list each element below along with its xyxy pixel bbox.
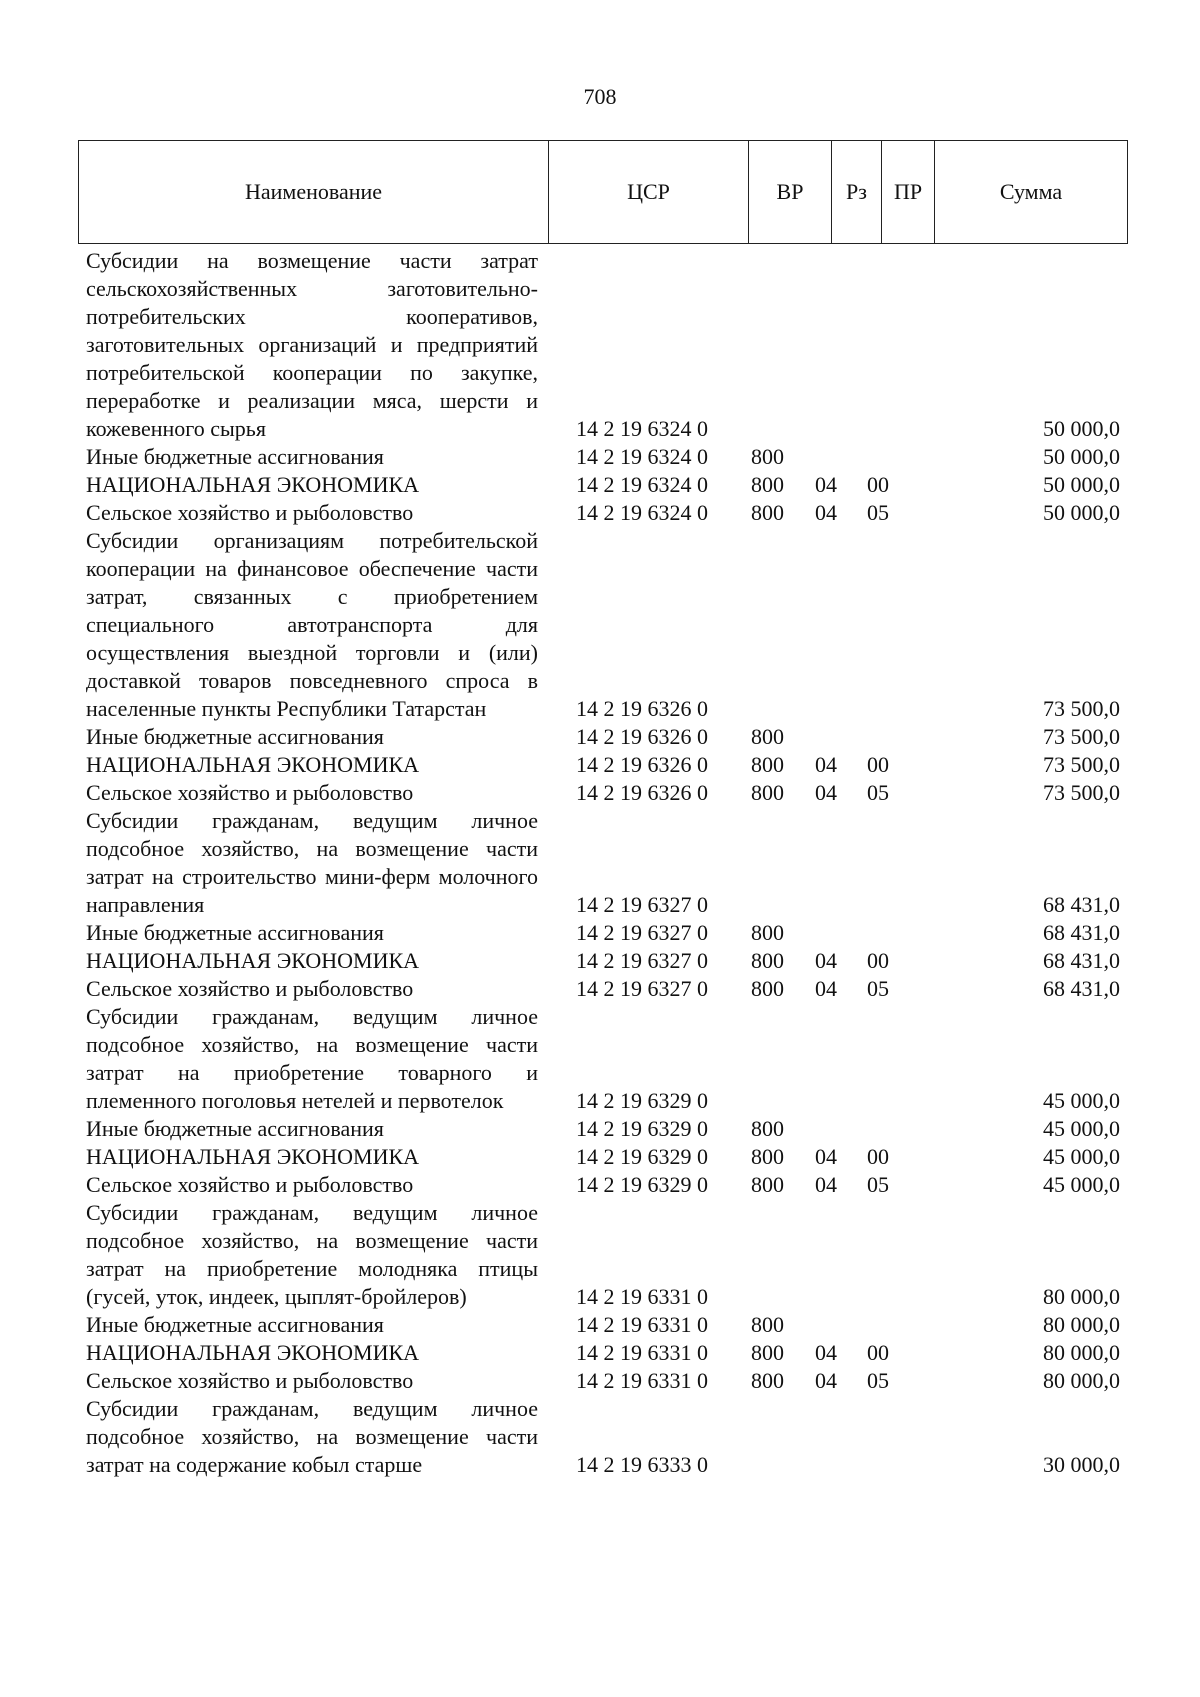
row-name: Субсидии гражданам, ведущим личное подсобное хозяйство, на возмещение части затрат на строительство мини-ферм молочного направления — [86, 808, 538, 917]
row-rz: 04 — [815, 1340, 837, 1365]
header-name: Наименование — [79, 141, 549, 243]
row-sum: 45 000,0 — [1043, 1116, 1120, 1141]
table-row — [86, 1143, 1120, 1171]
header-sum: Сумма — [999, 179, 1063, 204]
table-row — [86, 1367, 1120, 1395]
header-pr: ПР — [882, 141, 935, 243]
row-sum: 50 000,0 — [1043, 416, 1120, 441]
row-name: Иные бюджетные ассигнования — [86, 724, 384, 749]
row-sum: 68 431,0 — [1043, 920, 1120, 945]
table-header — [78, 140, 1128, 244]
table-row — [86, 1171, 1120, 1199]
table-row — [86, 947, 1120, 975]
row-vr: 800 — [751, 1312, 784, 1337]
table-row — [86, 751, 1120, 779]
row-sum: 30 000,0 — [1043, 1452, 1120, 1477]
row-name: Иные бюджетные ассигнования — [86, 1116, 384, 1141]
row-sum: 45 000,0 — [1043, 1088, 1120, 1113]
row-pr: 00 — [867, 1144, 889, 1169]
row-pr: 00 — [867, 1340, 889, 1365]
row-rz: 04 — [815, 1172, 837, 1197]
row-rz: 04 — [815, 976, 837, 1001]
table-row — [86, 471, 1120, 499]
row-csr: 14 2 19 6329 0 — [576, 1116, 708, 1141]
row-pr: 05 — [867, 500, 889, 525]
row-rz: 04 — [815, 752, 837, 777]
row-csr: 14 2 19 6331 0 — [576, 1312, 708, 1337]
header-csr: ЦСР — [549, 141, 749, 243]
row-vr: 800 — [751, 1340, 784, 1365]
header-vr: ВР — [749, 141, 832, 243]
row-vr: 800 — [751, 472, 784, 497]
table-row — [86, 1003, 1120, 1115]
table-row — [86, 919, 1120, 947]
row-sum: 45 000,0 — [1043, 1172, 1120, 1197]
row-pr: 05 — [867, 1368, 889, 1393]
row-sum: 68 431,0 — [1043, 976, 1120, 1001]
row-vr: 800 — [751, 444, 784, 469]
table-row — [86, 1115, 1120, 1143]
row-vr: 800 — [751, 724, 784, 749]
row-rz: 04 — [815, 500, 837, 525]
table-row — [86, 975, 1120, 1003]
row-csr: 14 2 19 6331 0 — [576, 1368, 708, 1393]
table-row — [86, 247, 1120, 443]
table-row — [86, 807, 1120, 919]
row-csr: 14 2 19 6324 0 — [576, 500, 708, 525]
row-name: НАЦИОНАЛЬНАЯ ЭКОНОМИКА — [86, 1144, 420, 1169]
row-sum: 68 431,0 — [1043, 948, 1120, 973]
row-name: Сельское хозяйство и рыболовство — [86, 780, 414, 805]
page-number: 708 — [583, 84, 617, 109]
row-name: Иные бюджетные ассигнования — [86, 444, 384, 469]
table-row — [86, 443, 1120, 471]
row-csr: 14 2 19 6324 0 — [576, 444, 708, 469]
row-name: Субсидии на возмещение части затрат сельскохозяйственных заготовительно-потребительских кооперативов, заготовительных организаций и предприятий потребительской кооперации по закупке, переработке и реализации мяса, шерсти и кожевенного сырья — [86, 248, 538, 441]
row-name: НАЦИОНАЛЬНАЯ ЭКОНОМИКА — [86, 948, 420, 973]
row-name: Сельское хозяйство и рыболовство — [86, 500, 414, 525]
row-csr: 14 2 19 6326 0 — [576, 724, 708, 749]
row-vr: 800 — [751, 1116, 784, 1141]
row-sum: 73 500,0 — [1043, 696, 1120, 721]
row-csr: 14 2 19 6324 0 — [576, 472, 708, 497]
table-row — [86, 499, 1120, 527]
row-csr: 14 2 19 6329 0 — [576, 1144, 708, 1169]
table-body — [86, 247, 1120, 1479]
row-sum: 80 000,0 — [1043, 1340, 1120, 1365]
row-sum: 80 000,0 — [1043, 1284, 1120, 1309]
row-vr: 800 — [751, 752, 784, 777]
row-name: НАЦИОНАЛЬНАЯ ЭКОНОМИКА — [86, 1340, 420, 1365]
row-sum: 73 500,0 — [1043, 724, 1120, 749]
row-vr: 800 — [751, 920, 784, 945]
row-csr: 14 2 19 6326 0 — [576, 780, 708, 805]
row-csr: 14 2 19 6327 0 — [576, 976, 708, 1001]
row-csr: 14 2 19 6331 0 — [576, 1340, 708, 1365]
row-sum: 73 500,0 — [1043, 780, 1120, 805]
row-csr: 14 2 19 6324 0 — [576, 416, 708, 441]
row-sum: 80 000,0 — [1043, 1312, 1120, 1337]
row-sum: 73 500,0 — [1043, 752, 1120, 777]
row-pr: 00 — [867, 472, 889, 497]
row-sum: 50 000,0 — [1043, 472, 1120, 497]
table-row — [86, 1395, 1120, 1479]
row-name: Сельское хозяйство и рыболовство — [86, 976, 414, 1001]
row-vr: 800 — [751, 1144, 784, 1169]
row-csr: 14 2 19 6326 0 — [576, 696, 708, 721]
row-pr: 00 — [867, 752, 889, 777]
header-rz: Рз — [832, 141, 882, 243]
row-csr: 14 2 19 6327 0 — [576, 892, 708, 917]
row-rz: 04 — [815, 1368, 837, 1393]
row-rz: 04 — [815, 472, 837, 497]
row-pr: 05 — [867, 780, 889, 805]
row-sum: 50 000,0 — [1043, 444, 1120, 469]
row-pr: 05 — [867, 1172, 889, 1197]
row-csr: 14 2 19 6329 0 — [576, 1088, 708, 1113]
row-vr: 800 — [751, 948, 784, 973]
row-name: Субсидии гражданам, ведущим личное подсобное хозяйство, на возмещение части затрат на приобретение молодняка птицы (гусей, уток, индеек, цыплят-бройлеров) — [86, 1200, 538, 1309]
row-name: НАЦИОНАЛЬНАЯ ЭКОНОМИКА — [86, 472, 420, 497]
row-csr: 14 2 19 6333 0 — [576, 1452, 708, 1477]
row-vr: 800 — [751, 1172, 784, 1197]
row-name: Сельское хозяйство и рыболовство — [86, 1172, 414, 1197]
row-csr: 14 2 19 6327 0 — [576, 920, 708, 945]
table-row — [86, 1339, 1120, 1367]
row-name: Сельское хозяйство и рыболовство — [86, 1368, 414, 1393]
row-csr: 14 2 19 6329 0 — [576, 1172, 708, 1197]
row-rz: 04 — [815, 948, 837, 973]
row-vr: 800 — [751, 500, 784, 525]
row-name: Субсидии организациям потребительской кооперации на финансовое обеспечение части затрат, связанных с приобретением специального автотранспорта для осуществления выездной торговли и (или) доставкой товаров повседневного спроса в населенные пункты Республики Татарстан — [86, 528, 538, 721]
row-sum: 68 431,0 — [1043, 892, 1120, 917]
table-row — [86, 779, 1120, 807]
table-row — [86, 527, 1120, 723]
row-sum: 80 000,0 — [1043, 1368, 1120, 1393]
table-row — [86, 723, 1120, 751]
table-row — [86, 1199, 1120, 1311]
row-vr: 800 — [751, 1368, 784, 1393]
row-name: Субсидии гражданам, ведущим личное подсобное хозяйство, на возмещение части затрат на содержание кобыл старше — [86, 1396, 538, 1477]
row-csr: 14 2 19 6327 0 — [576, 948, 708, 973]
row-rz: 04 — [815, 1144, 837, 1169]
row-sum: 45 000,0 — [1043, 1144, 1120, 1169]
row-vr: 800 — [751, 780, 784, 805]
row-sum: 50 000,0 — [1043, 500, 1120, 525]
row-name: Иные бюджетные ассигнования — [86, 920, 384, 945]
row-vr: 800 — [751, 976, 784, 1001]
row-name: Иные бюджетные ассигнования — [86, 1312, 384, 1337]
row-name: НАЦИОНАЛЬНАЯ ЭКОНОМИКА — [86, 752, 420, 777]
row-rz: 04 — [815, 780, 837, 805]
row-pr: 00 — [867, 948, 889, 973]
row-csr: 14 2 19 6331 0 — [576, 1284, 708, 1309]
row-csr: 14 2 19 6326 0 — [576, 752, 708, 777]
table-row — [86, 1311, 1120, 1339]
row-pr: 05 — [867, 976, 889, 1001]
row-name: Субсидии гражданам, ведущим личное подсобное хозяйство, на возмещение части затрат на приобретение товарного и племенного поголовья нетелей и первотелок — [86, 1004, 538, 1113]
